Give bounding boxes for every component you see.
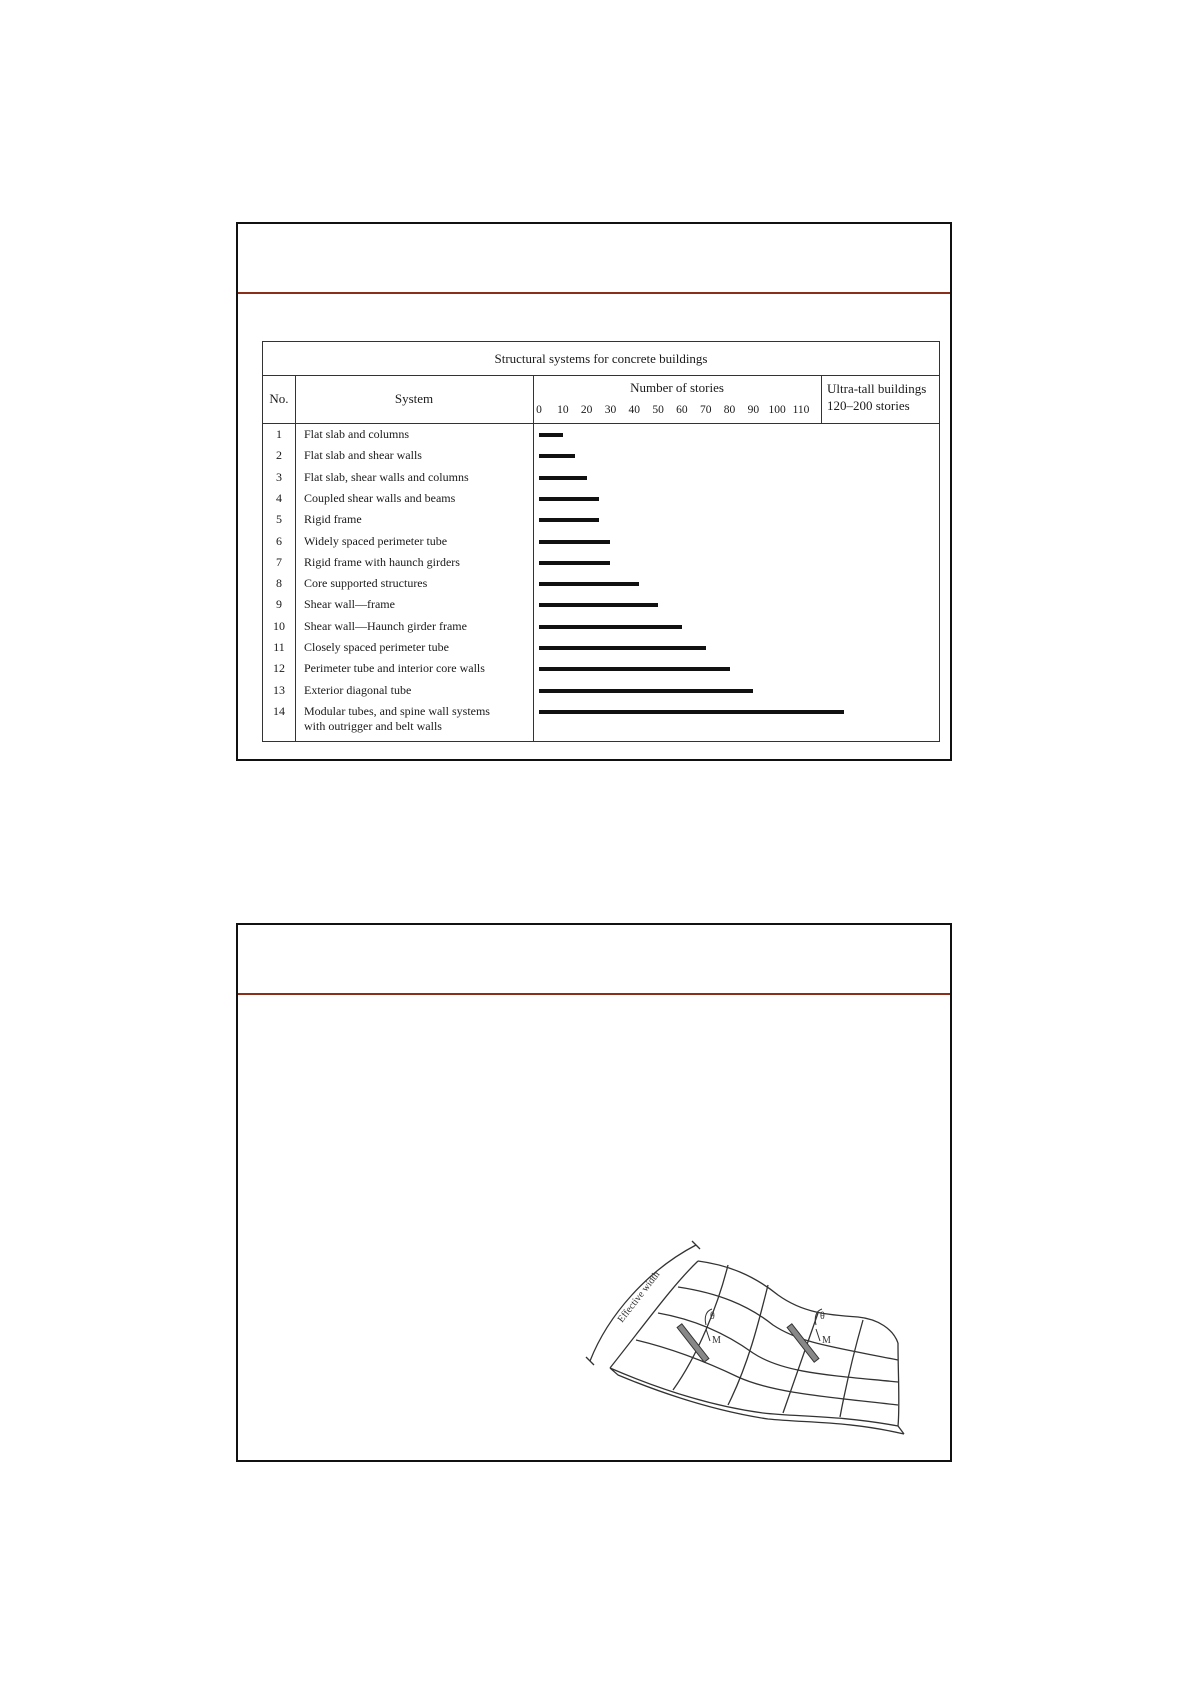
moment-label-left: M [712, 1335, 721, 1346]
x-tick-label: 30 [604, 404, 617, 416]
row-number: 5 [276, 512, 282, 527]
row-number: 8 [276, 576, 282, 591]
x-tick-label: 0 [536, 404, 542, 416]
story-range-bar [539, 433, 563, 437]
x-tick-label: 20 [580, 404, 593, 416]
slide-effective-width [236, 923, 952, 1462]
story-range-bar [539, 476, 587, 480]
row-system [304, 619, 532, 634]
row-system [304, 534, 532, 549]
x-tick-label: 40 [628, 404, 641, 416]
row-system-label: Core supported structures [304, 576, 428, 591]
row-system-label: Rigid frame [304, 512, 362, 527]
row-system-label: Coupled shear walls and beams [304, 490, 456, 505]
story-range-bar [539, 710, 844, 714]
row-system-label: Flat slab and shear walls [304, 448, 422, 463]
x-tick-label: 70 [699, 404, 712, 416]
x-tick-label: 10 [557, 404, 569, 416]
story-range-bar [539, 603, 658, 607]
header-divider [263, 423, 939, 424]
row-system-label: Shear wall—frame [304, 597, 395, 612]
row-system [304, 683, 532, 698]
slide-title-rule [238, 993, 950, 995]
x-tick-label: 90 [747, 404, 760, 416]
row-number: 14 [273, 703, 285, 718]
moment-arrow [706, 1329, 710, 1341]
row-number: 4 [276, 490, 282, 505]
row-system [304, 555, 532, 570]
story-range-bar [539, 582, 639, 586]
effective-width-label: Effective width [615, 1269, 663, 1325]
moment-arrow [816, 1329, 820, 1341]
x-tick-label: 110 [792, 404, 810, 416]
story-range-bar [539, 667, 730, 671]
row-number: 2 [276, 448, 282, 463]
row-system [304, 491, 532, 506]
row-system-label: Shear wall—Haunch girder frame [304, 618, 467, 633]
slide-title-rule [238, 292, 950, 294]
col-header-ultra-tall [823, 380, 941, 414]
effective-width-slab-diagram [578, 1225, 918, 1435]
row-system-label-line2: with outrigger and belt walls [304, 718, 442, 733]
row-system-label: Closely spaced perimeter tube [304, 640, 449, 654]
grid-line [840, 1320, 863, 1417]
slide-title [258, 242, 930, 282]
story-range-bar [539, 497, 599, 501]
ultra-line-2: 120–200 stories [827, 398, 910, 413]
row-number: 13 [273, 682, 285, 697]
story-range-bar [539, 625, 682, 629]
col-divider-system [533, 375, 534, 741]
row-system [304, 470, 532, 485]
slide-structural-systems [236, 222, 952, 761]
table-title: Structural systems for concrete buildings [263, 342, 939, 376]
row-system [304, 704, 532, 734]
row-number: 10 [273, 618, 285, 633]
row-number: 12 [273, 661, 285, 676]
row-number: 7 [276, 554, 282, 569]
theta-label-left: θ [710, 1311, 715, 1322]
row-system [304, 512, 532, 527]
col-divider-ultra [821, 375, 822, 423]
grid-line [728, 1285, 768, 1405]
x-tick-label: 80 [723, 404, 736, 416]
col-header-stories: Number of stories [630, 380, 724, 395]
story-range-bar [539, 646, 706, 650]
story-range-bar [539, 689, 753, 693]
grid-line [636, 1340, 898, 1405]
effective-width-dimension [590, 1245, 696, 1361]
story-range-bar [539, 561, 610, 565]
row-system-label: Perimeter tube and interior core walls [304, 661, 485, 676]
col-header-no: No. [269, 391, 289, 406]
row-number: 1 [276, 427, 282, 441]
row-system-label: Modular tubes, and spine wall systems [304, 703, 490, 718]
story-range-bar [539, 540, 610, 544]
moment-label-right: M [822, 1335, 831, 1346]
col-divider-no [295, 375, 296, 741]
row-system-label: Flat slab and columns [304, 427, 409, 441]
row-system [304, 661, 532, 676]
theta-label-right: θ [820, 1311, 825, 1322]
row-system-label: Exterior diagonal tube [304, 682, 412, 697]
slide-title [258, 943, 930, 983]
row-number: 9 [276, 597, 282, 612]
row-number: 11 [273, 640, 285, 654]
ultra-line-1: Ultra-tall buildings [827, 381, 927, 396]
dimension-tick [692, 1241, 700, 1249]
structural-systems-table [262, 341, 940, 742]
story-range-bar [539, 454, 575, 458]
grid-line [678, 1287, 898, 1360]
row-number: 6 [276, 533, 282, 548]
slab-right-edge [898, 1343, 899, 1426]
row-system [304, 597, 532, 612]
slab-back-edge [698, 1261, 898, 1343]
row-system-label: Widely spaced perimeter tube [304, 533, 448, 548]
row-system [304, 427, 532, 442]
x-tick-label: 60 [676, 404, 688, 416]
row-system [304, 448, 532, 463]
x-tick-label: 100 [768, 404, 786, 416]
row-number: 3 [276, 469, 282, 484]
story-range-bar [539, 518, 599, 522]
dimension-tick [586, 1357, 594, 1365]
row-system-label: Rigid frame with haunch girders [304, 554, 460, 569]
row-system [304, 640, 532, 655]
row-system-label: Flat slab, shear walls and columns [304, 469, 469, 484]
x-tick-label: 50 [652, 404, 664, 416]
row-system [304, 576, 532, 591]
col-header-system: System [394, 391, 434, 406]
